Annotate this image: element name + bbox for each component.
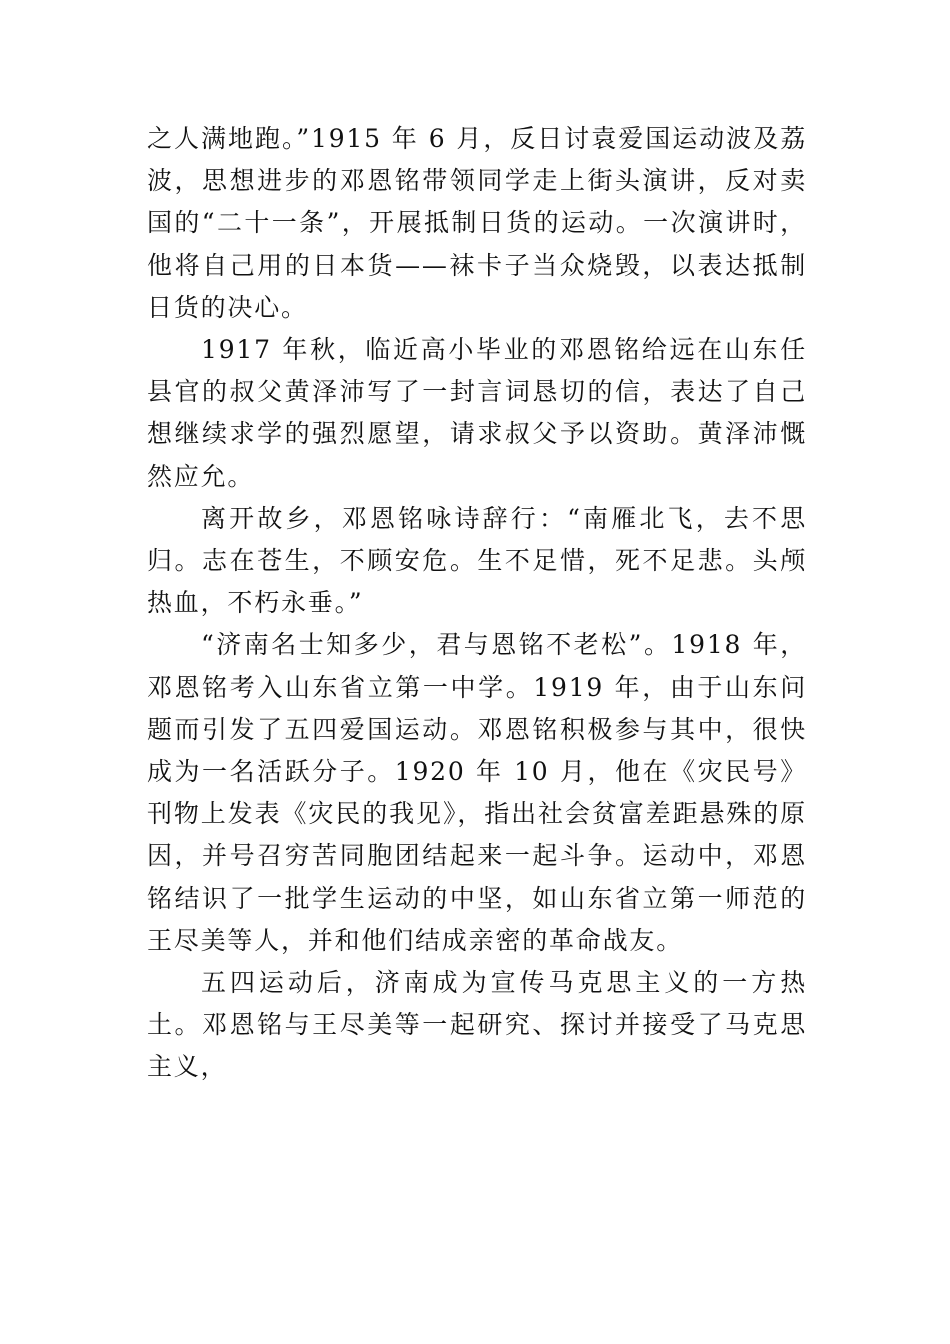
document-body xyxy=(147,118,807,1089)
paragraph: 离开故乡，邓恩铭咏诗辞行：“南雁北飞，去不思归。志在苍生，不顾安危。生不足惜，死不足悲。头颅热血，不朽永垂。” xyxy=(147,503,807,618)
paragraph-continued: 之人满地跑。”1915 年 6 月，反日讨袁爱国运动波及荔波，思想进步的邓恩铭带领同学走上街头演讲，反对卖国的“二十一条”，开展抵制日货的运动。一次演讲时，他将自己用的日本货——袜卡子当众烧毁，以表达抵制日货的决心。 xyxy=(147,124,807,322)
paragraph: 五四运动后，济南成为宣传马克思主义的一方热土。邓恩铭与王尽美等一起研究、探讨并接受了马克思主义， xyxy=(147,968,807,1082)
paragraph: 1917 年秋，临近高小毕业的邓恩铭给远在山东任县官的叔父黄泽沛写了一封言词恳切的信，表达了自己想继续求学的强烈愿望，请求叔父予以资助。黄泽沛慨然应允。 xyxy=(147,335,807,491)
paragraph: “济南名士知多少，君与恩铭不老松”。1918 年，邓恩铭考入山东省立第一中学。1919 年，由于山东问题而引发了五四爱国运动。邓恩铭积极参与其中，很快成为一名活跃分子。1920 年 10 月，他在《灾民号》刊物上发表《灾民的我见》，指出社会贫富差距悬殊的原因，并号召穷苦同胞团结起来一起斗争。运动中，邓恩铭结识了一批学生运动的中坚，如山东省立第一师范的王尽美等人，并和他们结成亲密的革命战友。 xyxy=(147,630,807,955)
